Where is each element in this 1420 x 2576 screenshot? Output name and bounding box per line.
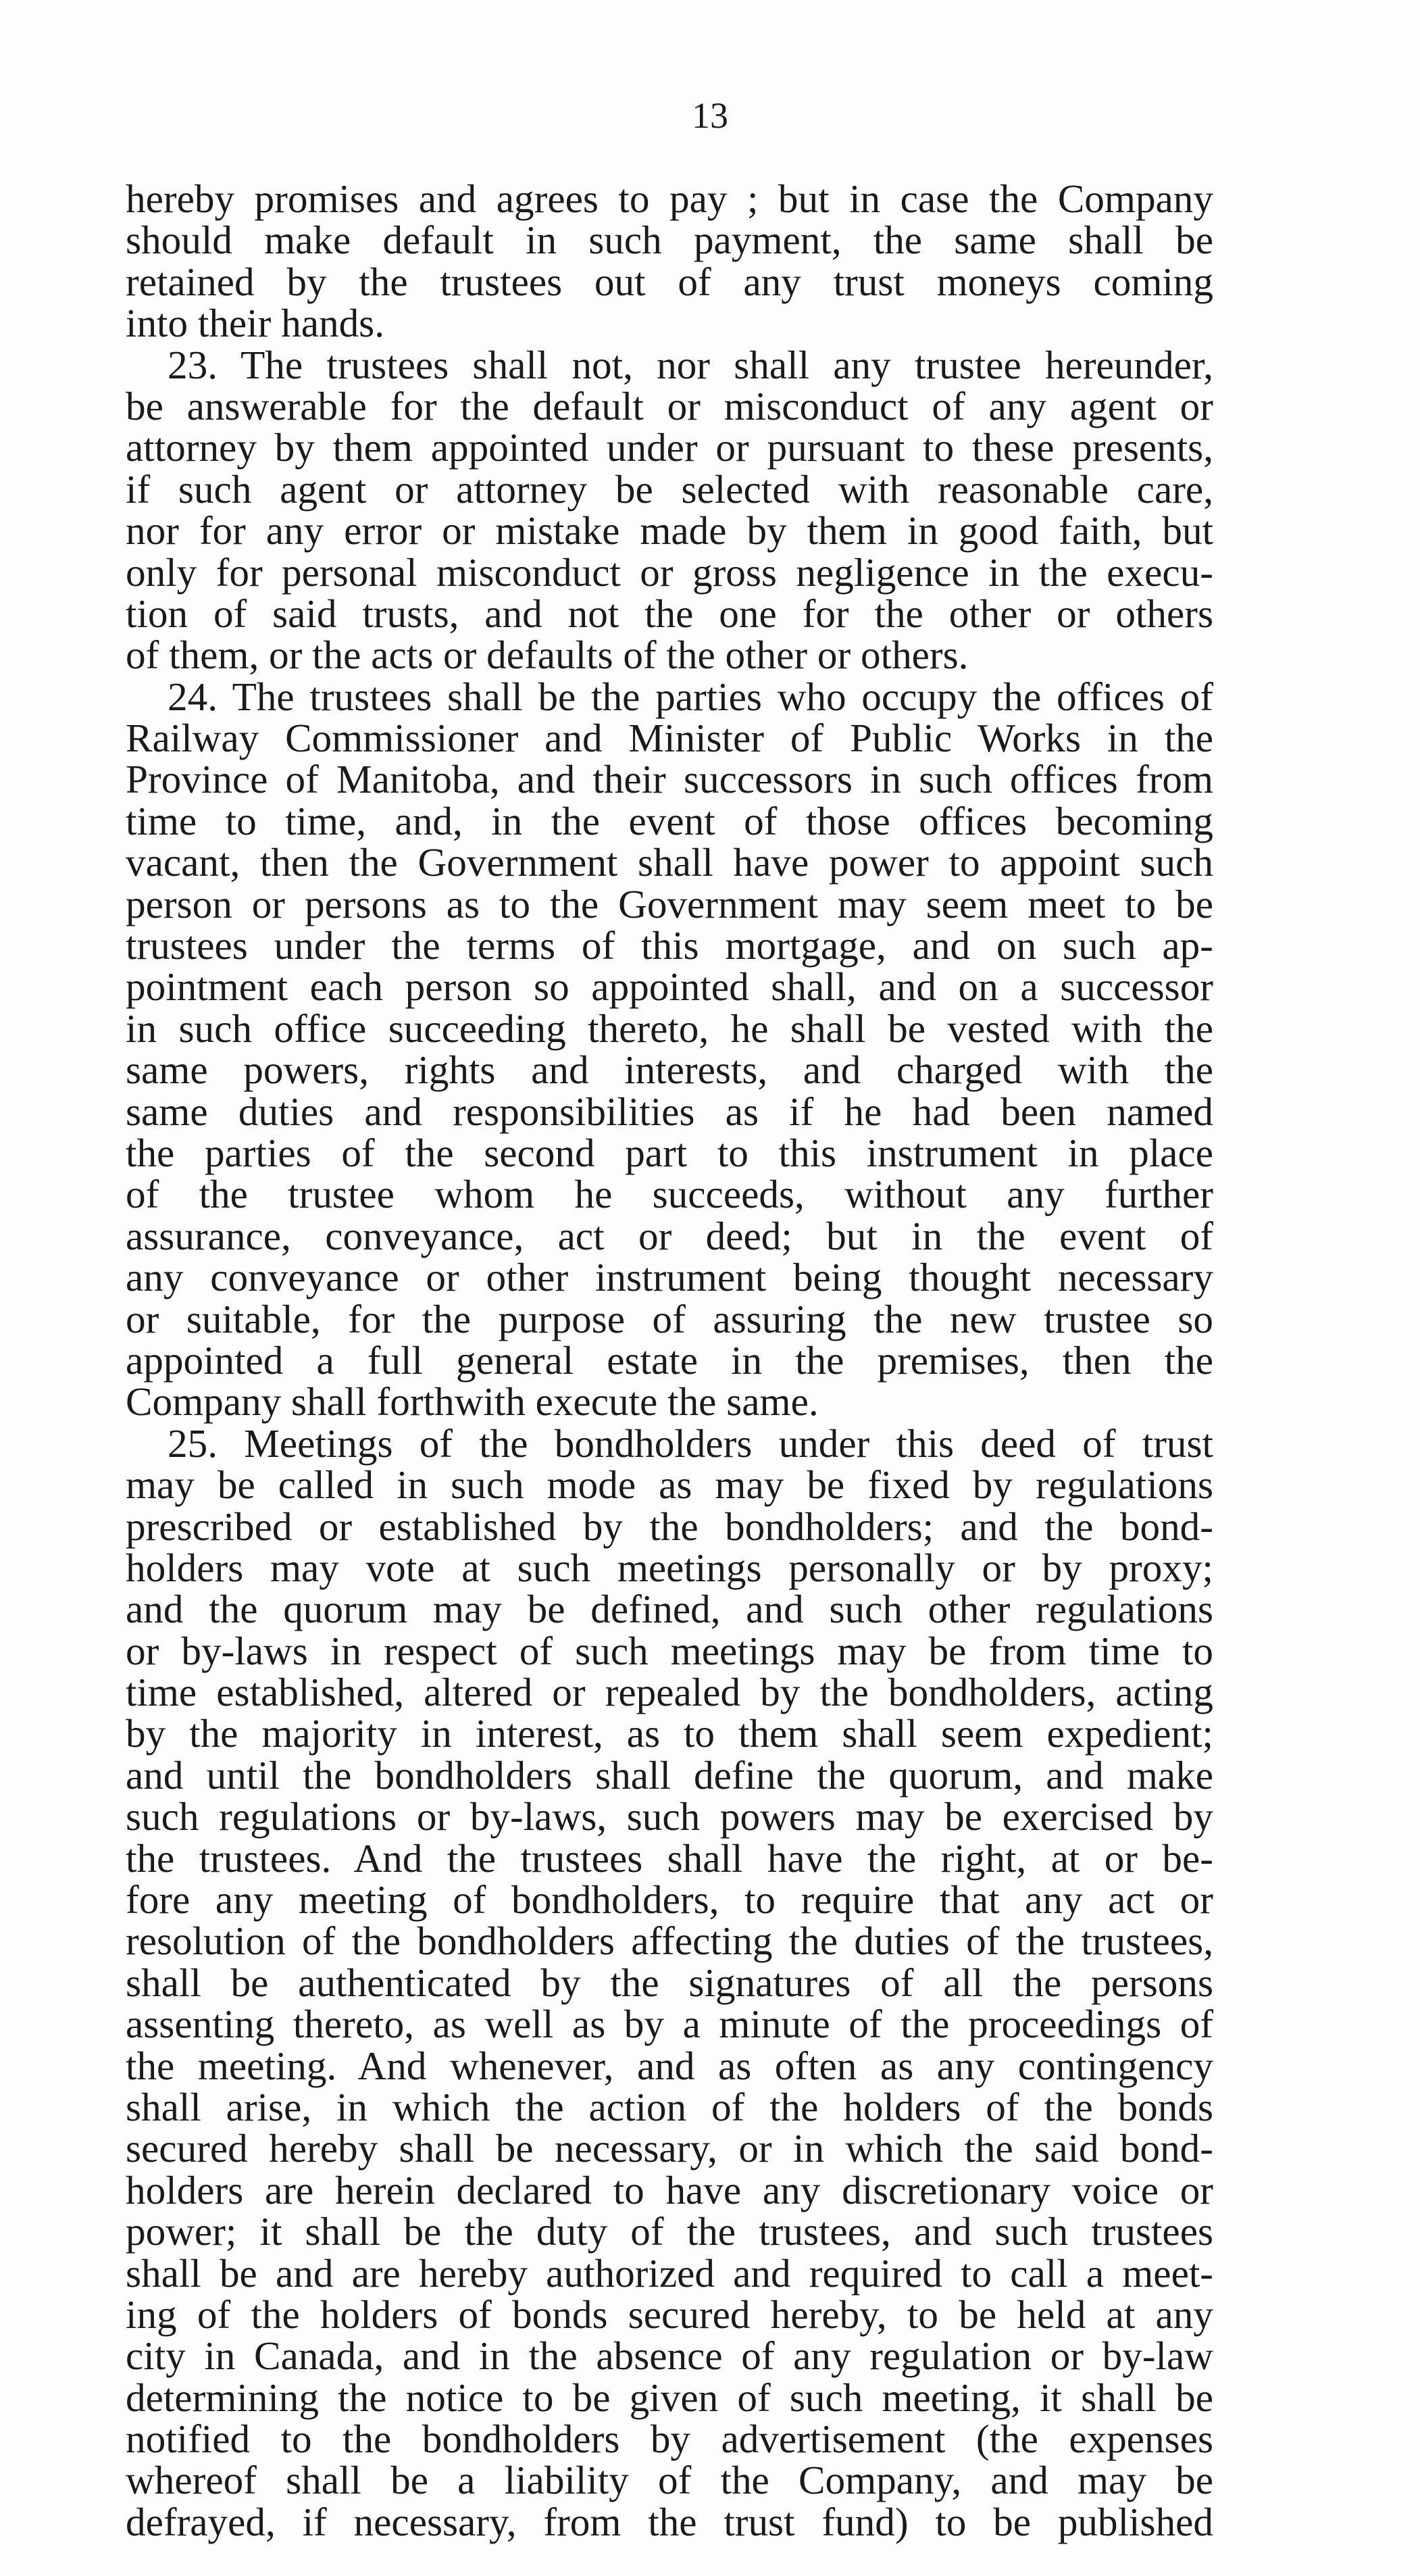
text-line: same powers, rights and interests, and charged with the (126, 1047, 1213, 1093)
text-line: time established, altered or repealed by the bondholders, acting (126, 1670, 1213, 1715)
text-line: Company shall forthwith execute the same. (126, 1379, 819, 1425)
text-line: may be called in such mode as may be fixed by regulations (126, 1462, 1213, 1508)
text-line: time to time, and, in the event of those offices becoming (126, 798, 1213, 843)
text-line: in such office succeeding thereto, he shall be vested with the (126, 1006, 1213, 1051)
text-line: whereof shall be a liability of the Company, and may be (126, 2458, 1213, 2503)
text-line: pointment each person so appointed shall, and on a successor (126, 964, 1213, 1010)
text-line: fore any meeting of bondholders, to require that any act or (126, 1877, 1213, 1923)
text-line: shall be authenticated by the signatures of all the persons (126, 1960, 1213, 2005)
text-line: or suitable, for the purpose of assuring the new trustee so (126, 1296, 1213, 1341)
body-text (126, 178, 1213, 2543)
text-line: by the majority in interest, as to them shall seem expedient; (126, 1711, 1213, 1756)
text-line: trustees under the terms of this mortgage, and on such ap- (126, 923, 1213, 968)
text-line: of them, or the acts or defaults of the other or others. (126, 633, 969, 678)
text-line: of the trustee whom he succeeds, without any further (126, 1172, 1213, 1217)
text-line: retained by the trustees out of any trust moneys coming (126, 259, 1213, 304)
text-line: be answerable for the default or misconduct of any agent or (126, 383, 1213, 428)
text-line: and the quorum may be defined, and such other regulations (126, 1587, 1213, 1632)
text-line: 25. Meetings of the bondholders under this deed of trust (168, 1420, 1213, 1466)
text-line: city in Canada, and in the absence of any regulation or by-law (126, 2333, 1213, 2379)
text-line: the parties of the second part to this instrument in place (126, 1130, 1213, 1175)
text-line: the trustees. And the trustees shall have the right, at or be- (126, 1835, 1213, 1881)
text-line: if such agent or attorney be selected with reasonable care, (126, 466, 1213, 512)
page-number: 13 (692, 95, 728, 136)
text-line: into their hands. (126, 301, 385, 346)
text-line: Railway Commissioner and Minister of Public Works in the (126, 716, 1213, 761)
text-line: the meeting. And whenever, and as often as any contingency (126, 2043, 1213, 2088)
text-line: such regulations or by-laws, such powers may be exercised by (126, 1794, 1213, 1839)
text-line: and until the bondholders shall define the quorum, and make (126, 1752, 1213, 1798)
text-line: assenting thereto, as well as by a minute of the proceedings of (126, 2002, 1213, 2047)
text-line: determining the notice to be given of such meeting, it shall be (126, 2375, 1213, 2420)
text-line: person or persons as to the Government may seem meet to be (126, 881, 1213, 926)
text-line: secured hereby shall be necessary, or in which the said bond- (126, 2126, 1213, 2171)
text-line: ing of the holders of bonds secured hereby, to be held at any (126, 2292, 1213, 2337)
text-line: assurance, conveyance, act or deed; but in the event of (126, 1213, 1213, 1258)
text-line: or by-laws in respect of such meetings may be from time to (126, 1628, 1213, 1673)
text-line: hereby promises and agrees to pay ; but in case the Company (126, 176, 1213, 221)
text-line: any conveyance or other instrument being thought necessary (126, 1255, 1213, 1300)
text-line: tion of said trusts, and not the one for the other or others (126, 591, 1213, 636)
text-line: prescribed or established by the bondholders; and the bond- (126, 1504, 1213, 1549)
text-line: same duties and responsibilities as if he had been named (126, 1089, 1213, 1134)
text-line: holders may vote at such meetings personally or by proxy; (126, 1545, 1213, 1590)
text-line: should make default in such payment, the same shall be (126, 218, 1213, 263)
text-line: resolution of the bondholders affecting the duties of the trustees, (126, 1918, 1213, 1964)
text-line: shall arise, in which the action of the holders of the bonds (126, 2084, 1213, 2129)
text-line: defrayed, if necessary, from the trust fund) to be published (126, 2499, 1213, 2544)
text-line: 24. The trustees shall be the parties who occupy the offices of (168, 674, 1213, 719)
text-line: only for personal misconduct or gross negligence in the execu- (126, 549, 1213, 595)
text-line: Province of Manitoba, and their successors in such offices from (126, 757, 1213, 802)
text-line: vacant, then the Government shall have power to appoint such (126, 840, 1213, 885)
text-line: attorney by them appointed under or pursuant to these presents, (126, 425, 1213, 470)
text-line: 23. The trustees shall not, nor shall any trustee hereunder, (168, 342, 1213, 387)
text-line: power; it shall be the duty of the trustees, and such trustees (126, 2209, 1213, 2254)
text-line: holders are herein declared to have any discretionary voice or (126, 2167, 1213, 2212)
text-line: nor for any error or mistake made by them in good faith, but (126, 508, 1213, 553)
text-line: shall be and are hereby authorized and required to call a meet- (126, 2250, 1213, 2296)
text-line: notified to the bondholders by advertisement (the expenses (126, 2417, 1213, 2462)
text-line: appointed a full general estate in the premises, then the (126, 1337, 1213, 1383)
